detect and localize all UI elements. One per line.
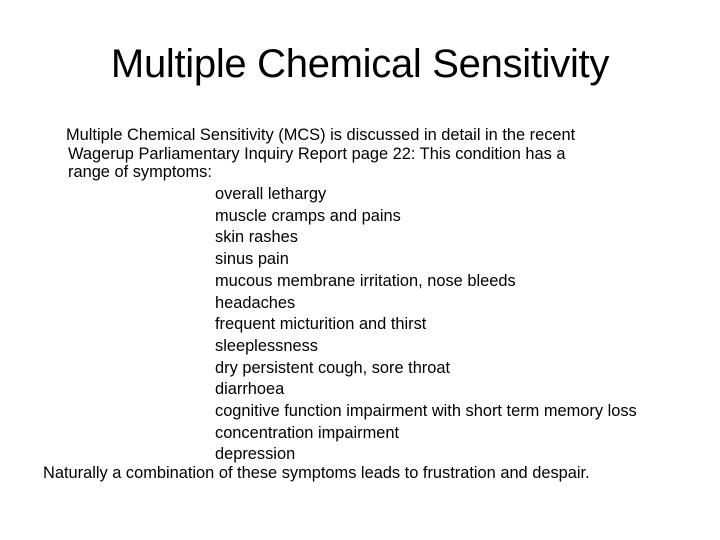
symptom-item: mucous membrane irritation, nose bleeds xyxy=(215,271,516,290)
symptom-list xyxy=(215,184,637,466)
symptom-item: overall lethargy xyxy=(215,185,327,203)
slide-title: Multiple Chemical Sensitivity xyxy=(110,42,610,86)
symptom-item: concentration impairment xyxy=(215,423,400,442)
symptom-item: dry persistent cough, sore throat xyxy=(215,358,451,377)
symptom-item: muscle cramps and pains xyxy=(215,206,401,225)
symptom-item: headaches xyxy=(215,293,296,312)
closing-statement: Naturally a combination of these symptoms leads to frustration and despair. xyxy=(43,464,590,482)
symptom-item: depression xyxy=(215,445,296,464)
symptom-item: frequent micturition and thirst xyxy=(215,315,427,334)
symptom-item: cognitive function impairment with short term memory loss xyxy=(215,402,637,421)
intro-paragraph xyxy=(66,126,690,182)
intro-line: Multiple Chemical Sensitivity (MCS) is discussed in detail in the recent xyxy=(66,126,576,144)
symptom-item: diarrhoea xyxy=(215,380,285,399)
intro-line: range of symptoms: xyxy=(68,163,212,181)
intro-line: Wagerup Parliamentary Inquiry Report page 22: This condition has a xyxy=(68,144,566,163)
symptom-item: sinus pain xyxy=(215,250,289,269)
symptom-item: skin rashes xyxy=(215,228,298,247)
symptom-item: sleeplessness xyxy=(215,336,318,355)
